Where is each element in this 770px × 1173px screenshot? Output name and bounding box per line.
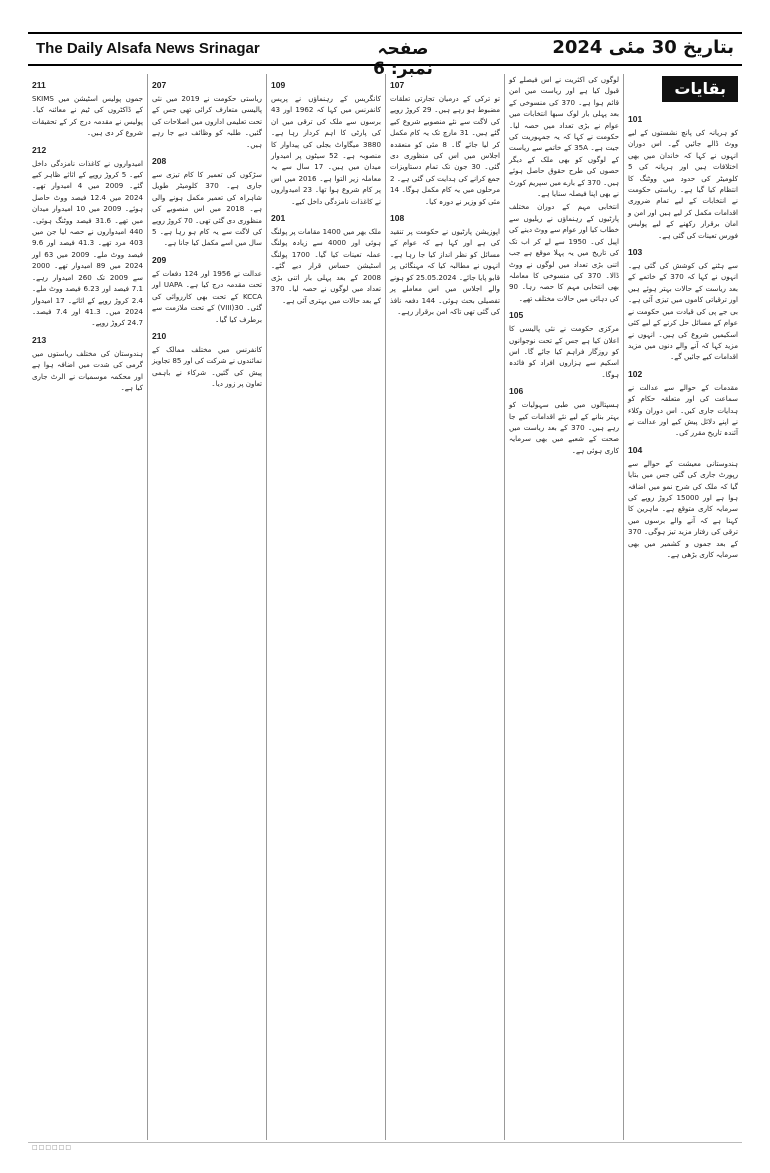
article-text: تو ترکی کے درمیان تجارتی تعلقات مضبوط ہو رہے ہیں۔ 29 کروڑ روپے کی لاگت سے نئے منصوبے شروع کیے گئے ہیں۔ 31 مارچ تک یہ کام مکمل کر لیا جائے گا۔ 8 مئی کو منعقدہ اجلاس میں اس کی منظوری دی گئی۔ 30 جون تک تمام دستاویزات جمع کرانے کی ہدایت کی گئی ہے۔ 2 مرحلوں میں یہ کام مکمل ہوگا۔ 14 مئی کو وزیر نے دورہ کیا۔	[390, 94, 500, 206]
article-text: ہسپتالوں میں طبی سہولیات کو بہتر بنانے کے لیے نئے اقدامات کیے جا رہے ہیں۔ 370 کے بعد ریاست میں صحت کے شعبے میں بھی سرمایہ کاری ہوئی ہے۔	[509, 400, 619, 455]
column-5	[147, 74, 266, 1140]
article-text: کانگریس کے رہنماؤں نے پریس کانفرنس میں کہا کہ 1962 اور 43 برسوں سے ملک کی ترقی میں ان کی پارٹی کا اہم کردار رہا ہے۔ 3880 میگاواٹ بجلی کی پیداوار کا منصوبہ ہے۔ 52 سیٹوں پر امیدوار میدان میں ہیں۔ 17 سال سے یہ معاملہ زیر التوا ہے۔ 2016 میں اس پر کام شروع ہوا تھا۔ 23 امیدواروں نے کاغذات نامزدگی داخل کیے۔	[271, 94, 381, 206]
column-6	[28, 74, 147, 1140]
article-number: 208	[152, 156, 167, 167]
column-2	[504, 74, 623, 1140]
article-number: 103	[628, 247, 643, 258]
article-text: ہندوستانی معیشت کے حوالے سے رپورٹ جاری کی گئی جس میں بتایا گیا کہ ملک کی شرح نمو میں اضافہ ہوا ہے اور 15000 کروڑ روپے کی سرمایہ کاری متوقع ہے۔ ماہرین کا کہنا ہے کہ آنے والے برسوں میں ترقی کی رفتار مزید تیز ہوگی۔ 370 کے بعد جموں و کشمیر میں بھی سرمایہ کاری بڑھی ہے۔	[628, 458, 738, 559]
article-number: 207	[152, 80, 167, 90]
article-text: ہندوستان کی مختلف ریاستوں میں گرمی کی شدت میں اضافہ ہوا ہے اور محکمہ موسمیات نے الرٹ جاری کیا ہے۔	[32, 348, 143, 392]
article-number: 105	[509, 310, 524, 321]
masthead	[28, 32, 742, 79]
column-3	[385, 74, 504, 1140]
article-number: 101	[628, 114, 643, 124]
article-text: سے ہٹنے کی کوشش کی گئی ہے۔ انہوں نے کہا کہ 370 کے خاتمے کے بعد ریاست کے حالات بہتر ہوئے ہیں اور ترقیاتی کاموں میں تیزی آئی ہے۔ بی جے پی کی قیادت میں حکومت نے عوام کے مسائل حل کرنے کے لیے کئی اسکیمیں شروع کی ہیں۔ انہوں نے مزید کہا کہ آنے والے دنوں میں مزید اقدامات کیے جائیں گے۔	[628, 261, 738, 362]
article-text: امیدواروں نے کاغذات نامزدگی داخل کیے۔ 5 کروڑ روپے کے اثاثے ظاہر کیے گئے۔ 2009 میں 4 امیدوار تھے۔ 2024 میں 12.4 فیصد ووٹ حاصل ہوئے۔ 2009 میں 10 امیدوار میدان میں تھے۔ 31.6 فیصد ووٹنگ ہوئی۔ 440 امیدواروں نے حصہ لیا جن میں 403 مرد تھے۔ 41.3 فیصد اور 9.6 فیصد ووٹ ملے۔ 2009 میں 63 اور 2024 میں 89 امیدوار تھے۔ 2000 سے 2009 تک 260 امیدوار رہے۔ 7.1 فیصد اور 6.23 فیصد ووٹ ملے۔ 2.4 کروڑ روپے کے اثاثے۔ 17 امیدوار 2024 میں۔ 41.3 اور 7.4 فیصد۔ 24.7 کروڑ روپے۔	[32, 158, 144, 328]
article-text: ریاستی حکومت نے 2019 میں نئی پالیسی متعارف کرائی تھی جس کے تحت تعلیمی اداروں میں اصلاحات کی گئیں۔ طلبہ کو وظائف دیے جا رہے ہیں۔	[152, 94, 262, 149]
column-1	[623, 74, 742, 1140]
article-number: 209	[152, 254, 167, 265]
article-number: 109	[271, 80, 286, 90]
article-text: مقدمات کے حوالے سے عدالت نے سماعت کی اور متعلقہ حکام کو ہدایات جاری کیں۔ اس دوران وکلاء نے اپنے دلائل پیش کیے اور عدالت نے آئندہ تاریخ مقرر کی۔	[628, 382, 738, 438]
article-text: انتخابی مہم کے دوران مختلف پارٹیوں کے رہنماؤں نے ریلیوں سے خطاب کیا اور عوام سے ووٹ دینے کی اپیل کی۔ 1950 سے لے کر اب تک کی تاریخ میں یہ پہلا موقع ہے جب اتنی بڑی تعداد میں لوگوں نے ووٹ ڈالا۔ 370 کی منسوخی کا معاملہ بھی انتخابی مہم کا حصہ رہا۔ 90 کی دہائی میں حالات مختلف تھے۔	[509, 202, 619, 303]
article-text: جموں پولیس اسٹیشن میں SKIMS کے ڈاکٹروں کی ٹیم نے معائنہ کیا۔ پولیس نے مقدمہ درج کر کے تحقیقات شروع کر دی ہیں۔	[32, 94, 143, 138]
newspaper-name: The Daily Alsafa News Srinagar	[36, 40, 260, 57]
article-number: 212	[32, 144, 47, 155]
article-columns	[28, 74, 742, 1140]
page-number: صفحہ نمبر: 6	[373, 39, 433, 79]
article-text: کو ہریانہ کی پانچ نشستوں کے لیے ووٹ ڈالے جائیں گے۔ اس دوران انہوں نے کہا کہ خاندان میں بھی اختلافات ہیں اور ہریانہ کی 5 کلومیٹر کی حدود میں ووٹنگ کا انتظام کیا گیا ہے۔ ریاستی حکومت نے انتخابات کے لیے تمام ضروری اقدامات مکمل کر لیے ہیں اور امن و امان برقرار رکھنے کے لیے پولیس فورس تعینات کی گئی ہے۔	[628, 128, 738, 240]
publication-date: بتاریخ 30 مئی 2024	[552, 37, 734, 58]
article-number: 210	[152, 330, 167, 341]
article-number: 108	[390, 213, 405, 224]
article-number: 106	[509, 386, 524, 397]
article-text: عدالت نے 1956 اور 124 دفعات کے تحت مقدمہ درج کیا ہے۔ UAPA اور KCCA کے تحت بھی کارروائی کی گئی۔ 30(VIII) کے تحت ملازمت سے برطرف کیا گیا۔	[152, 268, 262, 324]
article-number: 107	[390, 80, 405, 90]
article-number: 213	[32, 334, 47, 345]
article-number: 104	[628, 444, 643, 455]
footer-marks: □□□□□□	[32, 1144, 73, 1151]
footer-rule	[28, 1142, 742, 1150]
article-text: لوگوں کی اکثریت نے اس فیصلے کو قبول کیا ہے اور ریاست میں امن قائم ہوا ہے۔ 370 کی منسوخی کے بعد پہلی بار لوک سبھا انتخابات میں عوام نے بڑی تعداد میں حصہ لیا۔ حکومت نے کہا کہ یہ جمہوریت کی جیت ہے۔ 35A کے خاتمے سے ریاست کے لوگوں کو بھی ملک کے دیگر حصوں کی طرح حقوق حاصل ہوئے ہیں۔ 370 کے بارے میں سپریم کورٹ نے بھی اپنا فیصلہ سنایا ہے۔	[509, 75, 619, 199]
article-number: 201	[271, 213, 286, 224]
article-text: سڑکوں کی تعمیر کا کام تیزی سے جاری ہے۔ 370 کلومیٹر طویل شاہراہ کی تعمیر مکمل ہونے والی ہے۔ 2018 میں اس منصوبے کی منظوری دی گئی تھی۔ 70 کروڑ روپے کی لاگت سے یہ کام ہو رہا ہے۔ 5 سال میں اسے مکمل کیا جانا ہے۔	[152, 170, 262, 248]
article-text: ملک بھر میں 1400 مقامات پر پولنگ ہوئی اور 4000 سے زیادہ پولنگ عملہ تعینات کیا گیا۔ 1700 پولنگ اسٹیشن حساس قرار دیے گئے۔ 2008 کے بعد پہلی بار اتنی بڑی تعداد میں لوگوں نے حصہ لیا۔ 370 کے بعد حالات میں بہتری آئی ہے۔	[271, 227, 382, 305]
newspaper-page	[28, 32, 742, 1150]
section-title: بقایات	[662, 76, 738, 102]
article-number: 211	[32, 80, 46, 90]
column-4	[266, 74, 385, 1140]
article-text: مرکزی حکومت نے نئی پالیسی کا اعلان کیا ہے جس کے تحت نوجوانوں کو روزگار فراہم کیا جائے گا۔ اس اسکیم سے ہزاروں افراد کو فائدہ ہوگا۔	[509, 324, 619, 379]
article-text: کانفرنس میں مختلف ممالک کے نمائندوں نے شرکت کی اور 85 تجاویز پیش کی گئیں۔ شرکاء نے باہمی تعاون پر زور دیا۔	[152, 344, 262, 389]
article-number: 102	[628, 368, 643, 379]
article-text: اپوزیشن پارٹیوں نے حکومت پر تنقید کی ہے اور کہا ہے کہ عوام کے مسائل کو نظر انداز کیا جا رہا ہے۔ انہوں نے مطالبہ کیا کہ مہنگائی پر قابو پایا جائے۔ 25.05.2024 کو ہونے والے اجلاس میں اس معاملے پر تفصیلی بحث ہوئی۔ 144 دفعہ نافذ کی گئی تھی تاکہ امن برقرار رہے۔	[390, 227, 500, 316]
